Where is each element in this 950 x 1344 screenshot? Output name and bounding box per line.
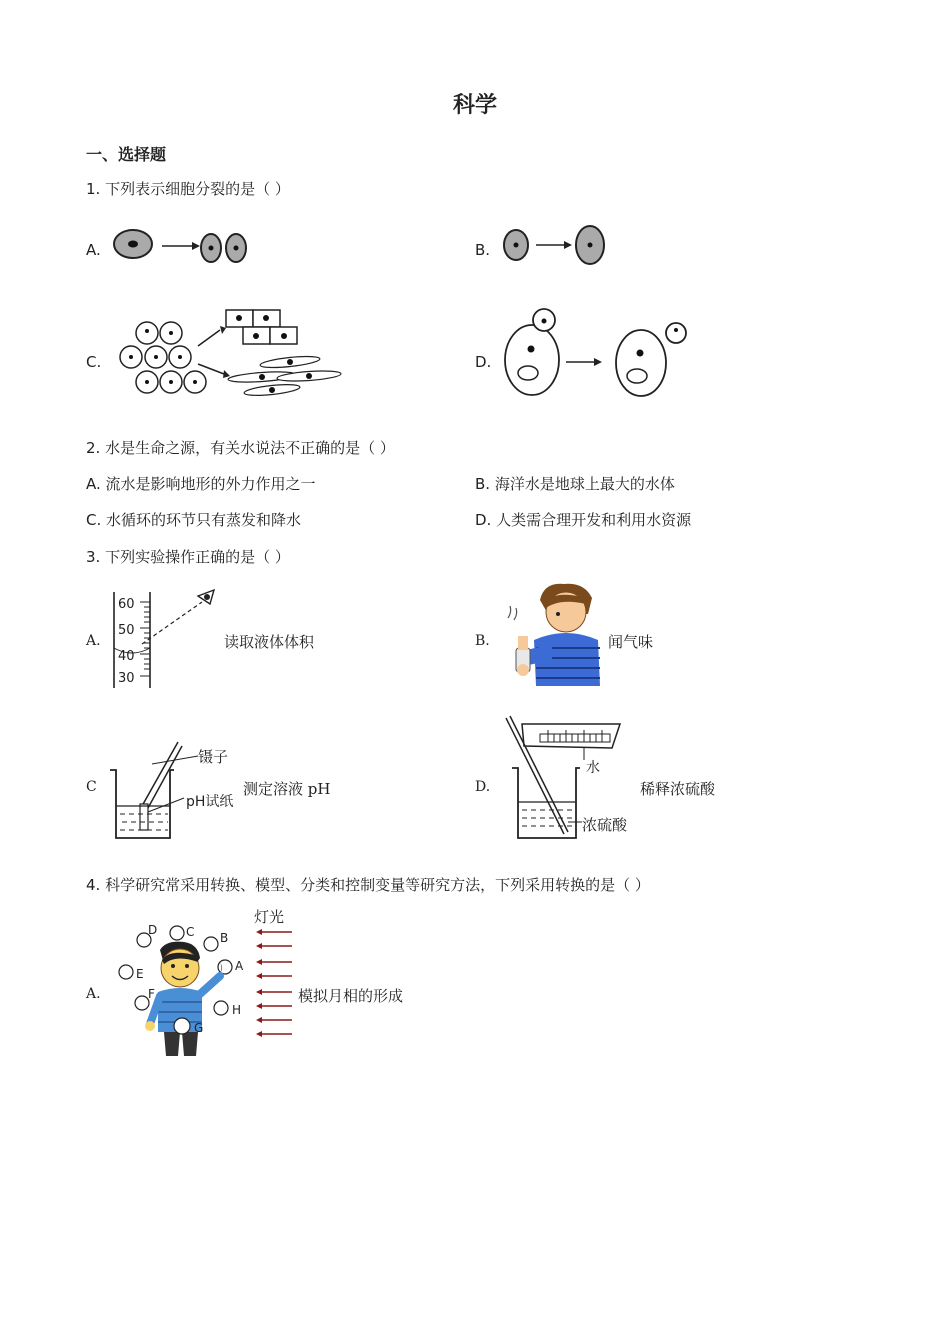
moon-label-e: E <box>136 967 144 981</box>
moon-label-b: B <box>220 931 229 945</box>
cylinder-tick-50: 50 <box>118 623 135 638</box>
q3-option-b-label: B. <box>475 633 490 649</box>
question-1-stem: 1. 下列表示细胞分裂的是（ ） <box>86 180 290 198</box>
moon-label-c: C <box>186 925 195 939</box>
q3-option-c-label: C <box>86 779 97 795</box>
moon-label-f: F <box>148 987 155 1001</box>
q4-option-a-caption: 模拟月相的形成 <box>298 987 404 1005</box>
q3-option-c-figure <box>104 734 244 846</box>
q1-option-d-figure <box>498 300 694 404</box>
ph-paper-label: pH试纸 <box>186 794 234 810</box>
q1-option-c-label: C. <box>86 353 102 371</box>
q3-option-d-figure <box>500 710 636 844</box>
light-label: 灯光 <box>254 908 285 926</box>
q2-option-c: C. 水循环的环节只有蒸发和降水 <box>86 511 302 529</box>
q3-option-d-label: D. <box>475 779 491 795</box>
page-title: 科学 <box>452 93 497 118</box>
moon-label-h: H <box>232 1003 242 1017</box>
q3-option-b-caption: 闻气味 <box>608 633 654 651</box>
q2-option-b: B. 海洋水是地球上最大的水体 <box>475 475 675 493</box>
q3-option-a-caption: 读取液体体积 <box>224 633 315 651</box>
cylinder-tick-30: 30 <box>118 671 135 686</box>
q1-option-d-label: D. <box>475 353 492 371</box>
q4-option-a-label: A. <box>86 986 101 1002</box>
section-heading: 一、选择题 <box>86 145 167 164</box>
q1-option-c-figure <box>114 304 346 404</box>
tweezers-label: 镊子 <box>198 748 229 766</box>
q3-option-c-caption: 测定溶液 pH <box>243 780 331 798</box>
acid-label: 浓硫酸 <box>582 816 628 834</box>
moon-label-a: A <box>235 959 244 973</box>
moon-label-d: D <box>148 923 158 937</box>
q3-option-a-figure <box>106 584 224 694</box>
q2-option-a: A. 流水是影响地形的外力作用之一 <box>86 475 316 493</box>
question-3-stem: 3. 下列实验操作正确的是（ ） <box>86 548 290 566</box>
water-label: 水 <box>586 760 600 776</box>
question-4-stem: 4. 科学研究常采用转换、模型、分类和控制变量等研究方法，下列采用转换的是（ ） <box>86 876 650 894</box>
cylinder-tick-60: 60 <box>118 597 135 612</box>
q1-option-b-figure <box>500 224 620 270</box>
q3-option-b-figure <box>500 578 604 690</box>
q1-option-a-figure <box>108 224 258 272</box>
q3-option-d-caption: 稀释浓硫酸 <box>640 780 716 798</box>
q4-option-a-figure <box>110 906 300 1058</box>
moon-label-g: G <box>194 1021 204 1035</box>
q1-option-a-label: A. <box>86 241 101 259</box>
q2-option-d: D. 人类需合理开发和利用水资源 <box>475 511 692 529</box>
q1-option-b-label: B. <box>475 241 491 259</box>
question-2-stem: 2. 水是生命之源，有关水说法不正确的是（ ） <box>86 439 395 457</box>
cylinder-tick-40: 40 <box>118 649 135 664</box>
q3-option-a-label: A. <box>86 633 101 649</box>
